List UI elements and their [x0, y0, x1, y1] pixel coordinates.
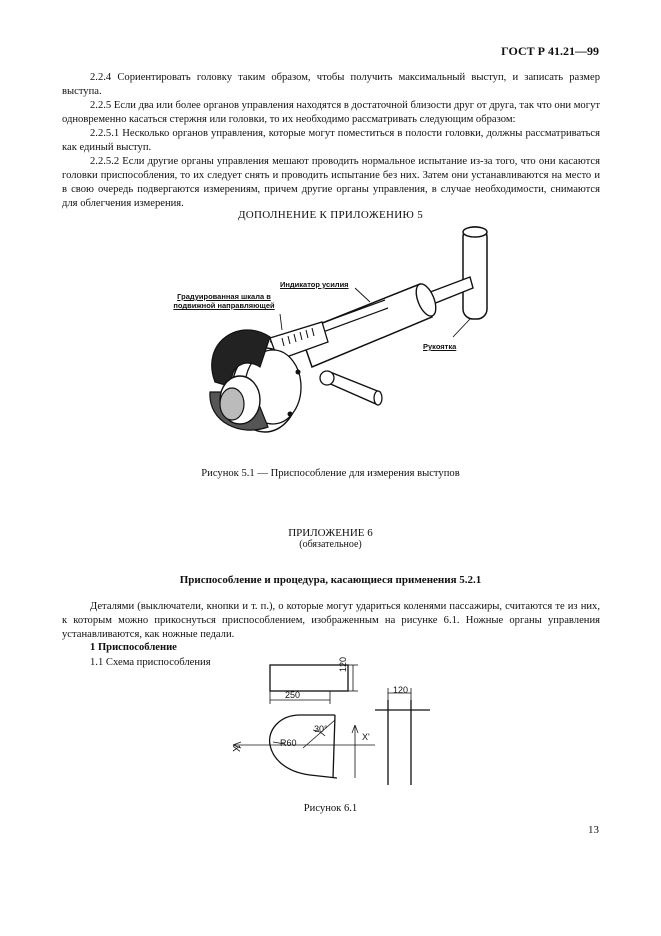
paragraph-2-2-5: 2.2.5 Если два или более органов управления находятся в достаточной близости друг от друга, так что они могут одновременно касаться стержня или головки, то их необходимо рассматривать следующим образом: — [62, 100, 600, 125]
label-handle: Рукоятка — [423, 342, 457, 351]
addendum-title: ДОПОЛНЕНИЕ К ПРИЛОЖЕНИЮ 5 — [237, 209, 423, 221]
measuring-device-illustration — [170, 222, 510, 462]
radius-r60: R60 — [280, 738, 297, 748]
dim-250: 250 — [285, 690, 301, 700]
dim-120-vertical: 120 — [338, 656, 348, 672]
dim-120-horizontal: 120 — [393, 685, 409, 695]
appendix-6-heading: Приспособление и процедура, касающиеся применения 5.2.1 — [179, 574, 482, 586]
axis-x-prime-label: X' — [362, 732, 370, 742]
appendix-6-subtitle: (обязательное) — [299, 539, 362, 550]
label-force-indicator: Индикатор усилия — [280, 280, 349, 289]
axis-x-label: X — [232, 745, 243, 752]
angle-30: 30° — [314, 724, 328, 734]
section-1-1-heading: 1.1 Схема приспособления — [90, 657, 211, 668]
document-code: ГОСТ Р 41.21—99 — [501, 44, 599, 58]
appendix-6-title: ПРИЛОЖЕНИЕ 6 — [288, 527, 373, 539]
appendix-6-intro: Деталями (выключатели, кнопки и т. п.), о которые могут удариться коленями пассажиры, считаются те из них, к которым можно прикоснуться приспособлением, изображенным на рисунке 6.1. Ножные органы управления устанавливаются, как ножные педали. — [62, 601, 600, 640]
figure-6-1-caption: Рисунок 6.1 — [303, 803, 358, 814]
device-schematic-drawing — [225, 660, 440, 800]
figure-5-1-caption: Рисунок 5.1 — Приспособление для измерения выступов — [201, 468, 460, 479]
page-number: 13 — [588, 824, 599, 836]
paragraph-2-2-5-2: 2.2.5.2 Если другие органы управления мешают проводить нормальное испытание из-за того, что они касаются головки приспособления, то их следует снять и проводить испытание без них. Затем они устанавливаются на место и в свою очередь подвергаются измерениям, причем другие органы управления, в случае необходимости, снимаются для облегчения измерения. — [62, 156, 600, 209]
paragraph-2-2-4: 2.2.4 Сориентировать головку таким образом, чтобы получить максимальный выступ, и записать размер выступа. — [62, 72, 600, 97]
paragraph-2-2-5-1: 2.2.5.1 Несколько органов управления, которые могут поместиться в полости головки, должны рассматриваться как единый выступ. — [62, 128, 600, 153]
section-1-heading: 1 Приспособление — [90, 642, 177, 653]
label-graduated-scale: Градуированная шкала в подвижной направляющей — [173, 292, 275, 310]
